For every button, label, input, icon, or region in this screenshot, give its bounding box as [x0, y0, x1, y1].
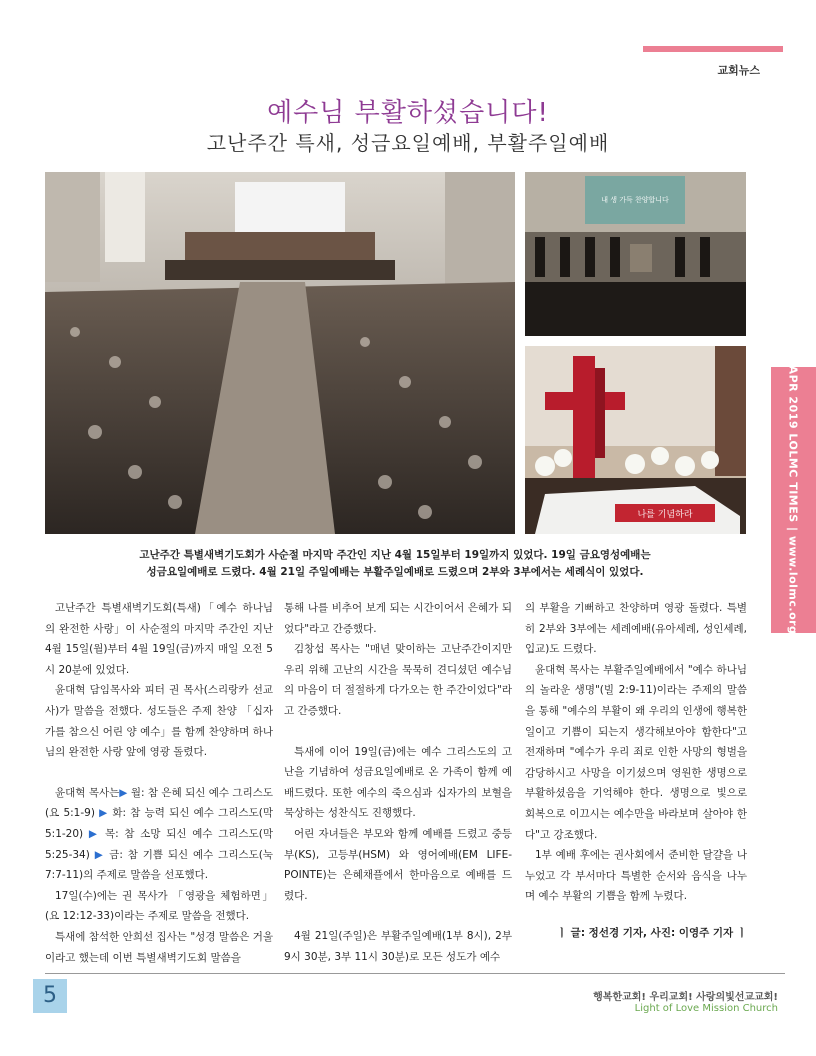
sub-title: 고난주간 특새, 성금요일예배, 부활주일예배: [206, 131, 610, 155]
article-paragraph: 김창섭 목사는 "매년 맞이하는 고난주간이지만 우리 위해 고난의 시간을 묵묵히 견디셨던 예수님의 마음이 더 절절하게 다가오는 한 주간이었다"라고 간증했다.: [284, 643, 512, 717]
article-paragraph: 의 부활을 기뻐하고 찬양하며 영광 돌렸다. 특별히 2부와 3부에는 세례예배(유아세례, 성인세례, 입교)도 드렸다.: [525, 602, 747, 656]
side-tab-text: APR 2019 LOLMC TIMES | www.lolmc.org: [786, 365, 800, 635]
arrow-icon: ▶: [88, 827, 100, 840]
screen-text: 내 생 가득 찬양합니다: [601, 196, 669, 204]
article-paragraph: 특새에 이어 19일(금)에는 예수 그리스도의 고난을 기념하여 성금요일예배로 온 가족이 함께 예배드렸다. 또한 예수의 죽으심과 십자가의 보혈을 묵상하는 성찬식도 진행했다.: [284, 745, 512, 820]
article-paragraph: 어린 자녀들은 부모와 함께 예배를 드렸고 중등부(KS), 고등부(HSM) 와 영어예배(EM LIFE-POINTE)는 은혜채플에서 한마음으로 예배를 드렸다.: [284, 827, 512, 902]
sermon-thu: 목: 참 소망 되신 예수 그리스도(막 5:25-34): [45, 827, 274, 861]
caption-line-2: 성금요일예배로 드렸다. 4월 21일 주일예배는 부활주일예배로 드렸으며 2부와 3부에서는 세례식이 있었다.: [146, 566, 644, 578]
footer-divider: [45, 973, 785, 974]
caption-line-1: 고난주간 특별새벽기도회가 사순절 마지막 주간인 지난 4월 15일부터 19일까지 있었다. 19일 금요영성예배는: [139, 549, 651, 561]
section-label: 교회뉴스: [717, 64, 760, 77]
footer-slogan: 행복한교회! 우리교회! 사랑의빛선교교회!: [593, 992, 778, 1003]
photo-choir: [525, 172, 746, 336]
article-paragraph: 통해 나를 비추어 보게 되는 시간이어서 은혜가 되었다"라고 간증했다.: [284, 602, 512, 635]
arrow-icon: ▶: [99, 807, 109, 820]
article-paragraph: 특새에 참석한 안희선 집사는 "성경 말씀은 거울이라고 했는데 이번 특별새벽기도회 말씀을: [45, 930, 273, 964]
arrow-icon: ▶: [119, 786, 128, 799]
header-accent-bar: [643, 46, 783, 52]
cross-banner-text: 나를 기념하라: [637, 510, 693, 520]
article-column-3: [525, 598, 747, 944]
article-column-1: [45, 598, 273, 968]
page-number: 5: [33, 979, 67, 1013]
article-paragraph-sermons: [45, 783, 273, 886]
sermon-fri: 금: 참 기쁨 되신 예수 그리스도(눅 7:7-11)의 주제로 말씀을 선포했다.: [45, 848, 273, 882]
article-column-2: [284, 598, 512, 968]
article-paragraph: 고난주간 특별새벽기도회(특새)「예수 하나님의 완전한 사랑」이 사순절의 마지막 주간인 지난 4월 15일(월)부터 4월 19일(금)까지 매일 오전 5시 20분에 있었다.: [45, 602, 273, 676]
article-paragraph: 4월 21일(주일)은 부활주일예배(1부 8시), 2부 9시 30분, 3부 11시 30분)로 모든 성도가 예수: [284, 930, 512, 963]
article-paragraph: 1부 예배 후에는 권사회에서 준비한 달걀을 나누었고 각 부서마다 특별한 순서와 음식을 나누며 예수 부활의 기쁨을 함께 누렸다.: [525, 849, 747, 903]
article-paragraph: 17일(수)에는 권 목사가 「영광을 체험하면」(요 12:12-33)이라는 주제로 말씀을 전했다.: [45, 889, 273, 923]
footer-church-name: Light of Love Mission Church: [634, 1003, 778, 1014]
article-paragraph: 윤대혁 목사는 부활주일예배에서 "예수 하나님의 놀라운 생명"(빌 2:9-11)이라는 주제의 말씀을 통해 "예수의 부활이 왜 우리의 인생에 행복한 일이고 기쁨이 되는지 생각해보아야 함한다"고 전재하며 "예수가 우리 죄로 인한 사망의 형벌을 감당하시고 사망을 이기셨으며 영원한 생명으로 부활하셨음을 기억해야 한다. 생명으로 빛으로 회복으로 이끄시는 예수만을 바라보며 살아야 한다"고 강조했다.: [525, 663, 747, 841]
arrow-icon: ▶: [94, 848, 105, 861]
photo-caption: [45, 547, 745, 581]
sermon-mon: 월: 참 은혜 되신 예수 그리스도(요 5:1-9): [45, 786, 274, 820]
sermon-intro: 윤대혁 목사는: [55, 786, 120, 799]
photo-congregation: [45, 172, 515, 534]
photo-cross: [525, 346, 746, 534]
article-paragraph: 윤대혁 담임목사와 피터 권 목사(스리랑카 선교사)가 말씀을 전했다. 성도들은 주제 찬양 「십자가를 참으신 어린 양 예수」를 함께 찬양하며 하나님의 완전한 사랑 앞에 영광 돌렸다.: [45, 684, 273, 759]
sermon-tue: 화: 참 능력 되신 예수 그리스도(막 5:1-20): [45, 807, 273, 840]
main-title: 예수님 부활하셨습니다!: [267, 98, 549, 128]
article-credit: ㅣ 글: 정선경 기자, 사진: 이영주 기자 ㅣ: [556, 926, 747, 939]
